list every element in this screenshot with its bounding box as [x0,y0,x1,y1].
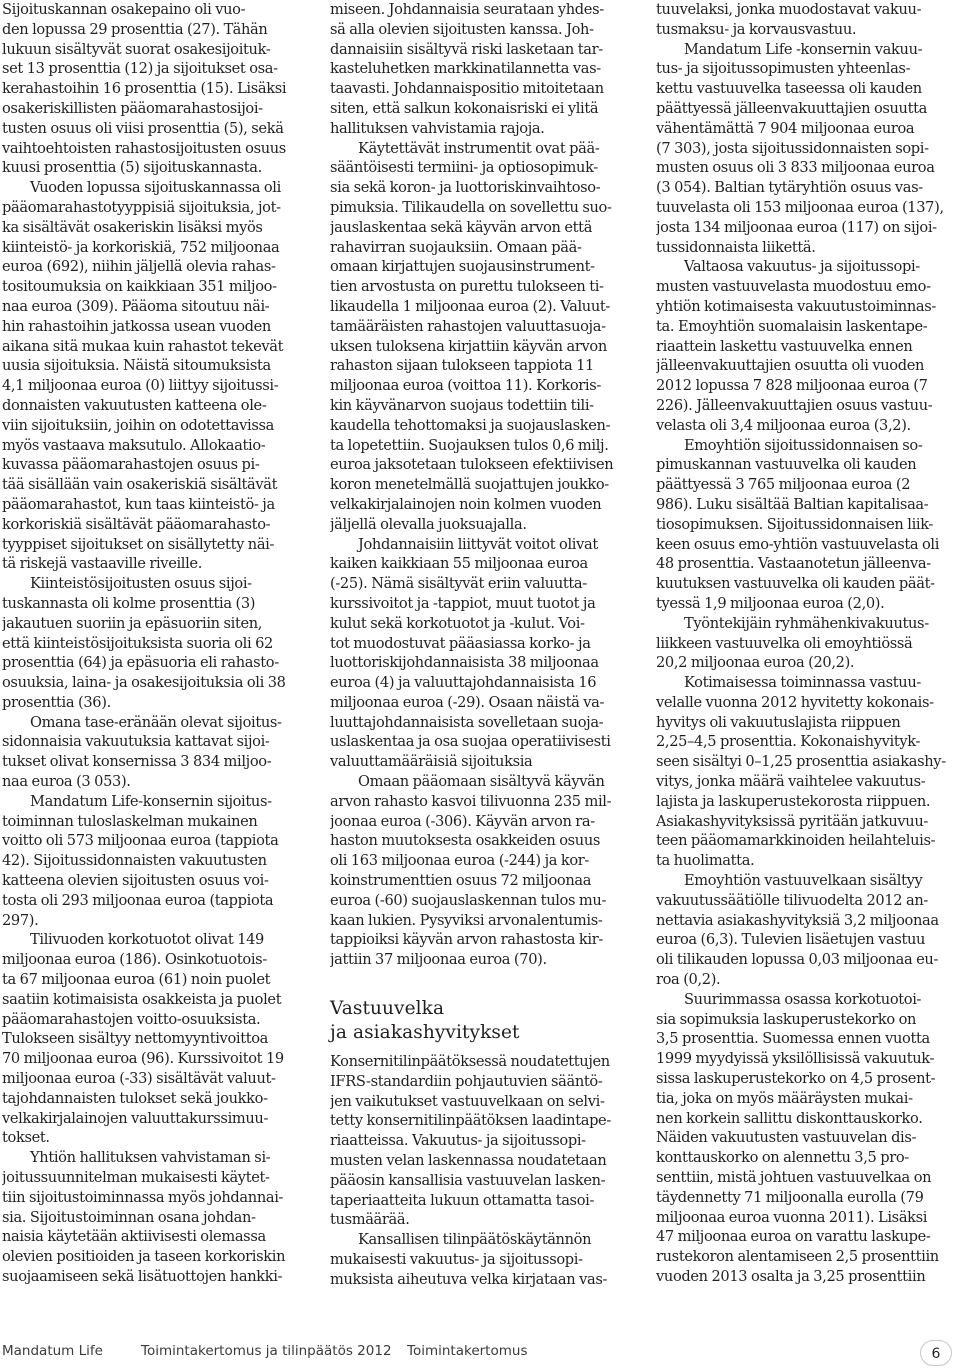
footer-company: Mandatum Life [2,1343,103,1359]
text-line: mukaisesti vakuutus- ja sijoitussopi- [330,1251,583,1269]
text-line: den lopussa 29 prosenttia (27). Tähän [2,20,268,38]
text-line: siten, että salkun kokonaisriski ei ylitä [330,99,599,117]
text-line: koron menetelmällä suojattujen joukko- [330,476,609,494]
text-line: likaudella 1 miljoonaa euroa (2). Valuut- [330,297,610,315]
text-line: oli 163 miljoonaa euroa (-244) ja kor- [330,852,590,870]
text-line: Valtaosa vakuutus- ja sijoitussopi- [684,258,920,276]
text-line: kuusi prosenttia (5) sijoituskannasta. [2,159,262,177]
text-line: sissa laskuperustekorko on 4,5 prosent- [656,1070,936,1088]
text-line: naisia käytetään aktiivisesti olemassa [2,1228,266,1246]
text-line: 3,5 prosenttia. Suomessa ennen vuotta [656,1030,930,1048]
text-line: taavasti. Johdannaispositio mitoitetaan [330,80,604,98]
text-line: 986). Luku sisältää Baltian kapitalisaa- [656,495,929,513]
text-line: miljoonaa euroa (-29). Osaan näistä va- [330,693,605,711]
text-line: tyessä 1,9 miljoonaa euroa (2,0). [656,594,885,612]
column-1 [2,0,307,1287]
text-line: hyvitys oli vakuutuslajista riippuen [656,713,901,731]
body-paragraph [2,0,307,178]
body-paragraph [2,574,307,713]
text-line: Tulokseen sisältyy nettomyyntivoittoa [2,1030,269,1048]
text-line: voitto oli 573 miljoonaa euroa (tappiota [2,832,279,850]
text-line: (3 054). Baltian tytäryhtiön osuus vas- [656,179,923,197]
text-line: tetty konsernitilinpäätöksen laadintape- [330,1112,611,1130]
text-line: vaihtoehtoisten rahastosijoitusten osuus [2,139,286,157]
text-line: tä riskejä vastaaville riveille. [2,555,203,573]
text-line: Omana tase-eränään olevat sijoitus- [30,713,282,731]
text-line: Johdannaisiin liittyvät voitot olivat [358,535,598,553]
text-line: että kiinteistösijoituksista suoria oli 62 [2,634,273,652]
section-heading-line: ja asiakashyvitykset [330,1021,520,1043]
text-line: euroa jaksotetaan tulokseen efektiivisen [330,456,614,474]
text-line: 1999 myydyissä yksilöllisissä vakuutuk- [656,1050,935,1068]
text-line: suojaamiseen sekä lisätuottojen hankki- [2,1268,283,1285]
text-line: rustekoron alentamiseen 2,5 prosenttiin [656,1248,939,1266]
text-line: riaattein laskettu vastuuvelka ennen [656,337,913,355]
footer-section: Toimintakertomus [407,1343,528,1359]
text-line: tappioiksi käyvän arvon rahastosta kir- [330,931,603,949]
text-line: kasteluhetken markkinatilannetta vas- [330,60,601,78]
text-line: tus- ja sijoitussopimusten yhteenlas- [656,60,911,78]
text-line: tosta oli 293 miljoonaa euroa (tappiota [2,891,274,909]
text-line: naa euroa (309). Pääoma sitoutuu näi- [2,297,270,315]
text-line: 2012 lopussa 7 828 miljoonaa euroa (7 [656,377,928,395]
body-paragraph [656,990,960,1287]
text-line: täydennetty 71 miljoonalla eurolla (79 [656,1188,924,1206]
text-line: kulut sekä korkotuotot ja -kulut. Voi- [330,614,585,632]
text-line: 4,1 miljoonaa euroa (0) liittyy sijoitussi- [2,377,279,395]
text-line: luuttajohdannaisista sovelletaan suoja- [330,713,604,731]
text-line: 47 miljoonaa euroa on varattu laskupe- [656,1228,931,1246]
text-line: tyyppiset sijoitukset on sisällytetty näi- [2,535,275,553]
text-line: tiosopimuksen. Sijoitussidonnaisen liik- [656,515,934,533]
text-line: tajohdannaisten tulokset sekä joukko- [2,1089,268,1107]
body-paragraph [2,713,307,792]
text-line: Emoyhtiön sijoitussidonnaisen so- [684,436,923,454]
body-paragraph [656,0,960,40]
column-3 [656,0,960,1287]
text-line: lajista ja laskuperustekorosta riippuen. [656,792,931,810]
text-line: jälleenvakuuttajien osuutta oli vuoden [656,357,925,375]
text-line: musten velan laskennassa noudatetaan [330,1152,607,1170]
text-line: liikkeen vastuuvelka oli emoyhtiössä [656,634,913,652]
text-line: euroa (4) ja valuuttajohdannaisista 16 [330,674,597,692]
text-line: vakuutussäätiölle tilivuodelta 2012 an- [656,891,928,909]
column-2 [330,0,635,1290]
text-line: 70 miljoonaa euroa (96). Kurssivoitot 19 [2,1050,284,1068]
body-paragraph [2,792,307,931]
text-line: vuoden 2013 osalta ja 3,25 prosenttiin [656,1268,926,1285]
text-line: tussidonnaista liikettä. [656,238,816,256]
text-line: velkakirjalainojen noin kolmen vuoden [330,495,602,513]
text-line: Yhtiön hallituksen vahvistaman si- [30,1149,271,1167]
text-line: velkakirjalainojen valuuttakurssimuu- [2,1109,269,1127]
text-line: pääomarahastot, kun taas kiinteistö- ja [2,495,275,513]
text-line: vitys, jonka määrä vaihtelee vakuutus- [656,773,926,791]
text-line: Työntekijäin ryhmähenkivakuutus- [684,614,929,632]
text-line: (-25). Nämä sisältyvät eriin valuutta- [330,575,587,593]
text-line: sääntöisesti termiini- ja optiosopimuk- [330,159,598,177]
footer-report-title: Toimintakertomus ja tilinpäätös 2012 [141,1343,392,1359]
text-line: oli tilikauden lopussa 0,03 miljoonaa eu- [656,951,939,969]
body-paragraph [2,1148,307,1287]
text-line: Kotimaisessa toiminnassa vastuu- [684,674,921,692]
section-heading-wrapper [330,970,635,1052]
text-line: Suurimmassa osassa korkotuotoi- [684,990,922,1008]
text-line: euroa (-60) suojauslaskennan tulos mu- [330,891,607,909]
text-line: musten vastuuvelasta muodostuu emo- [656,278,931,296]
text-line: Asiakashyvityksissä pyritään jatkuvuu- [656,812,928,830]
text-line: jakautuen suoriin ja epäsuoriin siten, [2,614,263,632]
text-line: joitussuunnitelman mukaisesti käytet- [2,1169,270,1187]
text-line: kuvassa pääomarahastojen osuus pi- [2,456,260,474]
text-line: Konsernitilinpäätöksessä noudatettujen [330,1053,610,1071]
text-line: jen vaikutukset vastuuvelkaan on selvi- [330,1092,605,1110]
text-line: sä alla olevien sijoitusten kanssa. Joh- [330,20,594,38]
text-line: pääosin kansallisia vastuuvelan lasken- [330,1171,606,1189]
text-line: tot muodostuvat pääasiassa korko- ja [330,634,591,652]
text-line: haston muutoksesta osakkeiden osuus [330,832,601,850]
text-line: tuuvelasta oli 153 miljoonaa euroa (137), [656,198,944,216]
body-paragraph [330,535,635,773]
text-line: 226). Jälleenvakuuttajien osuus vastuu- [656,396,933,414]
text-line: tusmäärää. [330,1211,410,1229]
body-paragraph [2,178,307,574]
text-line: saatiin kotimaisista osakkeista ja puolet [2,990,282,1008]
page-number-badge: 6 [920,1340,952,1366]
text-line: joonaa euroa (-306). Käyvän arvon ra- [330,812,595,830]
text-line: ta huolimatta. [656,852,755,870]
text-line: tositoumuksia on kaikkiaan 351 miljoo- [2,278,277,296]
text-line: jäljellä olevalla juoksuajalla. [330,515,527,533]
text-line: ta 67 miljoonaa euroa (61) noin puolet [2,971,271,989]
text-line: teen pääomamarkkinoiden heilahteluis- [656,832,936,850]
body-paragraph [2,930,307,1148]
text-line: hallituksen vahvistamia rajoja. [330,119,545,137]
text-line: rahavirran suojauksiin. Omaan pää- [330,238,582,256]
text-line: miljoonaa euroa (-33) sisältävät valuut- [2,1070,276,1088]
text-line: Näiden vakuutusten vastuuvelan dis- [656,1129,917,1147]
text-line: Käytettävät instrumentit ovat pää- [358,139,600,157]
text-line: muksista aiheutuva velka kirjataan vas- [330,1270,608,1288]
text-line: yhtiön kotimaisesta vakuutustoiminnas- [656,297,936,315]
text-line: senttiin, mistä johtuen vastuuvelkaa on [656,1169,932,1187]
text-line: 2,25–4,5 prosenttia. Kokonaishyvityk- [656,733,921,751]
text-line: tukset olivat konsernissa 3 834 miljoo- [2,753,272,771]
text-line: 20,2 miljoonaa euroa (20,2). [656,654,855,672]
text-line: tien arvostusta on purettu tulokseen ti- [330,278,604,296]
text-line: miljoonaa euroa vuonna 2011). Lisäksi [656,1208,928,1226]
text-line: (7 303), josta sijoitussidonnaisten sopi- [656,139,929,157]
text-line: kettu vastuuvelka taseessa oli kauden [656,80,922,98]
text-line: miljoonaa euroa (186). Osinkotuotois- [2,951,267,969]
text-line: Tilivuoden korkotuotot olivat 149 [30,931,264,949]
text-line: tusmaksu- ja korvausvastuu. [656,20,857,38]
section-heading-line: Vastuuvelka [330,998,445,1020]
text-line: sia sopimuksia laskuperustekorko on [656,1010,917,1028]
text-line: korkoriskiä sisältävät pääomarahasto- [2,515,271,533]
text-line: IFRS-standardiin pohjautuvien sääntö- [330,1072,603,1090]
text-line: päättyessä jälleenvakuuttajien osuutta [656,99,927,117]
text-line: prosenttia (64) ja epäsuoria eli rahasto- [2,654,279,672]
text-line: set 13 prosenttia (12) ja sijoitukset osa- [2,60,278,78]
text-line: Mandatum Life-konsernin sijoitus- [30,792,272,810]
text-line: osuuksia, laina- ja osakesijoituksia oli 38 [2,674,286,692]
text-line: kaan lukien. Pysyviksi arvonalentumis- [330,911,603,929]
text-line: riaatteissa. Vakuutus- ja sijoitussopi- [330,1132,586,1150]
text-line: tamääräisten rahastojen valuuttasuoja- [330,317,606,335]
text-line: päättyessä 3 765 miljoonaa euroa (2 [656,476,911,494]
body-paragraph [330,0,635,139]
text-line: tusten osuus oli viisi prosenttia (5), sekä [2,119,284,137]
text-line: Emoyhtiön vastuuvelkaan sisältyy [684,872,923,890]
text-line: tiin sijoitustoiminnassa myös johdannai- [2,1188,284,1206]
text-line: kaiken kaikkiaan 55 miljoonaa euroa [330,555,588,573]
text-line: seen sisältyi 0–1,25 prosenttia asiakashy- [656,753,946,771]
text-line: uksen tuloksena kirjattiin käyvän arvon [330,337,607,355]
text-line: katteena olevien sijoitusten osuus voi- [2,872,269,890]
text-line: uusia sijoituksia. Näistä sitoumuksista [2,357,271,375]
text-line: pääomarahastojen voitto-osuuksista. [2,1010,261,1028]
text-line: pimuskannan vastuuvelka oli kauden [656,456,917,474]
text-line: tokset. [2,1129,50,1147]
text-line: miljoonaa euroa (voittoa 11). Korkoris- [330,377,601,395]
text-line: josta 134 miljoonaa euroa (117) on sijoi- [656,218,937,236]
text-line: kurssivoitot ja -tappiot, muut tuotot ja [330,594,596,612]
text-line: ka sisältävät osakeriskin lisäksi myös [2,218,263,236]
text-line: Mandatum Life -konsernin vakuu- [684,40,923,58]
text-line: sia sekä koron- ja luottoriskinvaihtoso- [330,179,601,197]
body-paragraph [330,1052,635,1230]
text-line: viin sijoituksiin, joihin on odotettavissa [2,416,275,434]
text-line: kiinteistö- ja korkoriskiä, 752 miljoonaa [2,238,280,256]
text-line: jauslaskentaa sekä käyvän arvon että [330,218,593,236]
body-paragraph [330,139,635,535]
body-paragraph [656,871,960,990]
text-line: Vuoden lopussa sijoituskannassa oli [30,179,281,197]
text-line: arvon rahasto kasvoi tilivuonna 235 mil- [330,792,612,810]
body-paragraph [656,436,960,614]
text-line: Kansallisen tilinpäätöskäytännön [358,1231,592,1249]
text-line: naa euroa (3 053). [2,773,131,791]
body-paragraph [330,772,635,970]
text-line: sidonnaisia vakuutuksia kattavat sijoi- [2,733,270,751]
text-line: koinstrumenttien osuus 72 miljoonaa [330,872,592,890]
text-line: keen osuus emo-yhtiön vastuuvelasta oli [656,535,940,553]
text-line: kaudella tehottomaksi ja suojauslasken- [330,416,611,434]
text-line: 297). [2,911,39,929]
text-line: miseen. Johdannaisia seurataan yhdes- [330,1,604,18]
text-line: nen korkein sallittu diskonttauskorko. [656,1109,923,1127]
text-line: donnaisten vakuutusten katteena ole- [2,396,267,414]
text-line: kerahastoihin 16 prosenttia (15). Lisäksi [2,80,287,98]
text-line: valuuttamääräisiä sijoituksia [330,753,533,771]
text-line: 48 prosenttia. Vastaanotetun jälleenva- [656,555,931,573]
body-paragraph [330,1230,635,1289]
text-line: nettavia asiakashyvityksiä 3,2 miljoonaa [656,911,939,929]
text-line: tia, joka on myös määräysten mukai- [656,1089,913,1107]
text-line: pääomarahastotyyppisiä sijoituksia, jot- [2,198,281,216]
text-line: hin rahastoihin jatkossa usean vuoden [2,317,271,335]
text-line: myös vastaava maksutulo. Allokaatio- [2,436,266,454]
text-line: tuuvelaksi, jonka muodostavat vakuu- [656,1,922,18]
text-line: tuskannasta oli kolme prosenttia (3) [2,594,256,612]
text-line: sia. Sijoitustoiminnan osana johdan- [2,1208,256,1226]
text-line: 42). Sijoitussidonnaisten vakuutusten [2,852,267,870]
text-line: euroa (692), niihin jäljellä olevia rahas- [2,258,276,276]
text-line: ta. Emoyhtiön suomalaisin laskentape- [656,317,928,335]
body-paragraph [656,257,960,435]
text-line: ta lopetettiin. Suojauksen tulos 0,6 milj. [330,436,609,454]
text-line: jattiin 37 miljoonaa euroa (70). [330,951,547,969]
text-line: tää sisällään vain osakeriskiä sisältävät [2,476,278,494]
text-line: velasta oli 3,4 miljoonaa euroa (3,2). [656,416,911,434]
text-line: osakeriskillisten pääomarahastosijoi- [2,99,263,117]
text-line: kuutuksen vastuuvelka oli kauden päät- [656,575,935,593]
text-line: pimuksia. Tilikaudella on sovellettu suo- [330,198,612,216]
text-line: dannaisiin sisältyvä riski lasketaan tar- [330,40,603,58]
text-line: olevien positioiden ja taseen korkoriskin [2,1248,286,1266]
text-line: prosenttia (36). [2,693,111,711]
text-line: velalle vuonna 2012 hyvitetty kokonais- [656,693,934,711]
text-line: toiminnan tuloslaskelman mukainen [2,812,258,830]
text-line: vähentämättä 7 904 miljoonaa euroa [656,119,915,137]
text-line: konttauskorko on alennettu 3,5 pro- [656,1149,909,1167]
body-paragraph [656,673,960,871]
text-line: euroa (6,3). Tulevien lisäetujen vastuu [656,931,926,949]
text-line: uslaskentaa ja osa suojaa operatiivisesti [330,733,611,751]
body-paragraph [656,40,960,258]
text-line: lukuun sisältyvät suorat osakesijoituk- [2,40,271,58]
text-line: aikana sitä mukaa kuin rahastot tekevät [2,337,284,355]
text-line: omaan kirjattujen suojausinstrument- [330,258,595,276]
text-line: taperiaatteita lukuun ottamatta tasoi- [330,1191,595,1209]
text-line: roa (0,2). [656,971,721,989]
text-line: luottoriskijohdannaisista 38 miljoonaa [330,654,599,672]
text-line: Omaan pääomaan sisältyvä käyvän [358,773,605,791]
text-line: rahaston sijaan tulokseen tappiota 11 [330,357,594,375]
page-footer [2,1340,958,1364]
text-line: Sijoituskannan osakepaino oli vuo- [2,1,246,18]
text-line: musten osuus oli 3 833 miljoonaa euroa [656,159,935,177]
body-paragraph [656,614,960,673]
text-line: Kiinteistösijoitusten osuus sijoi- [30,575,252,593]
text-line: kin käyvänarvon suojaus todettiin tili- [330,396,594,414]
